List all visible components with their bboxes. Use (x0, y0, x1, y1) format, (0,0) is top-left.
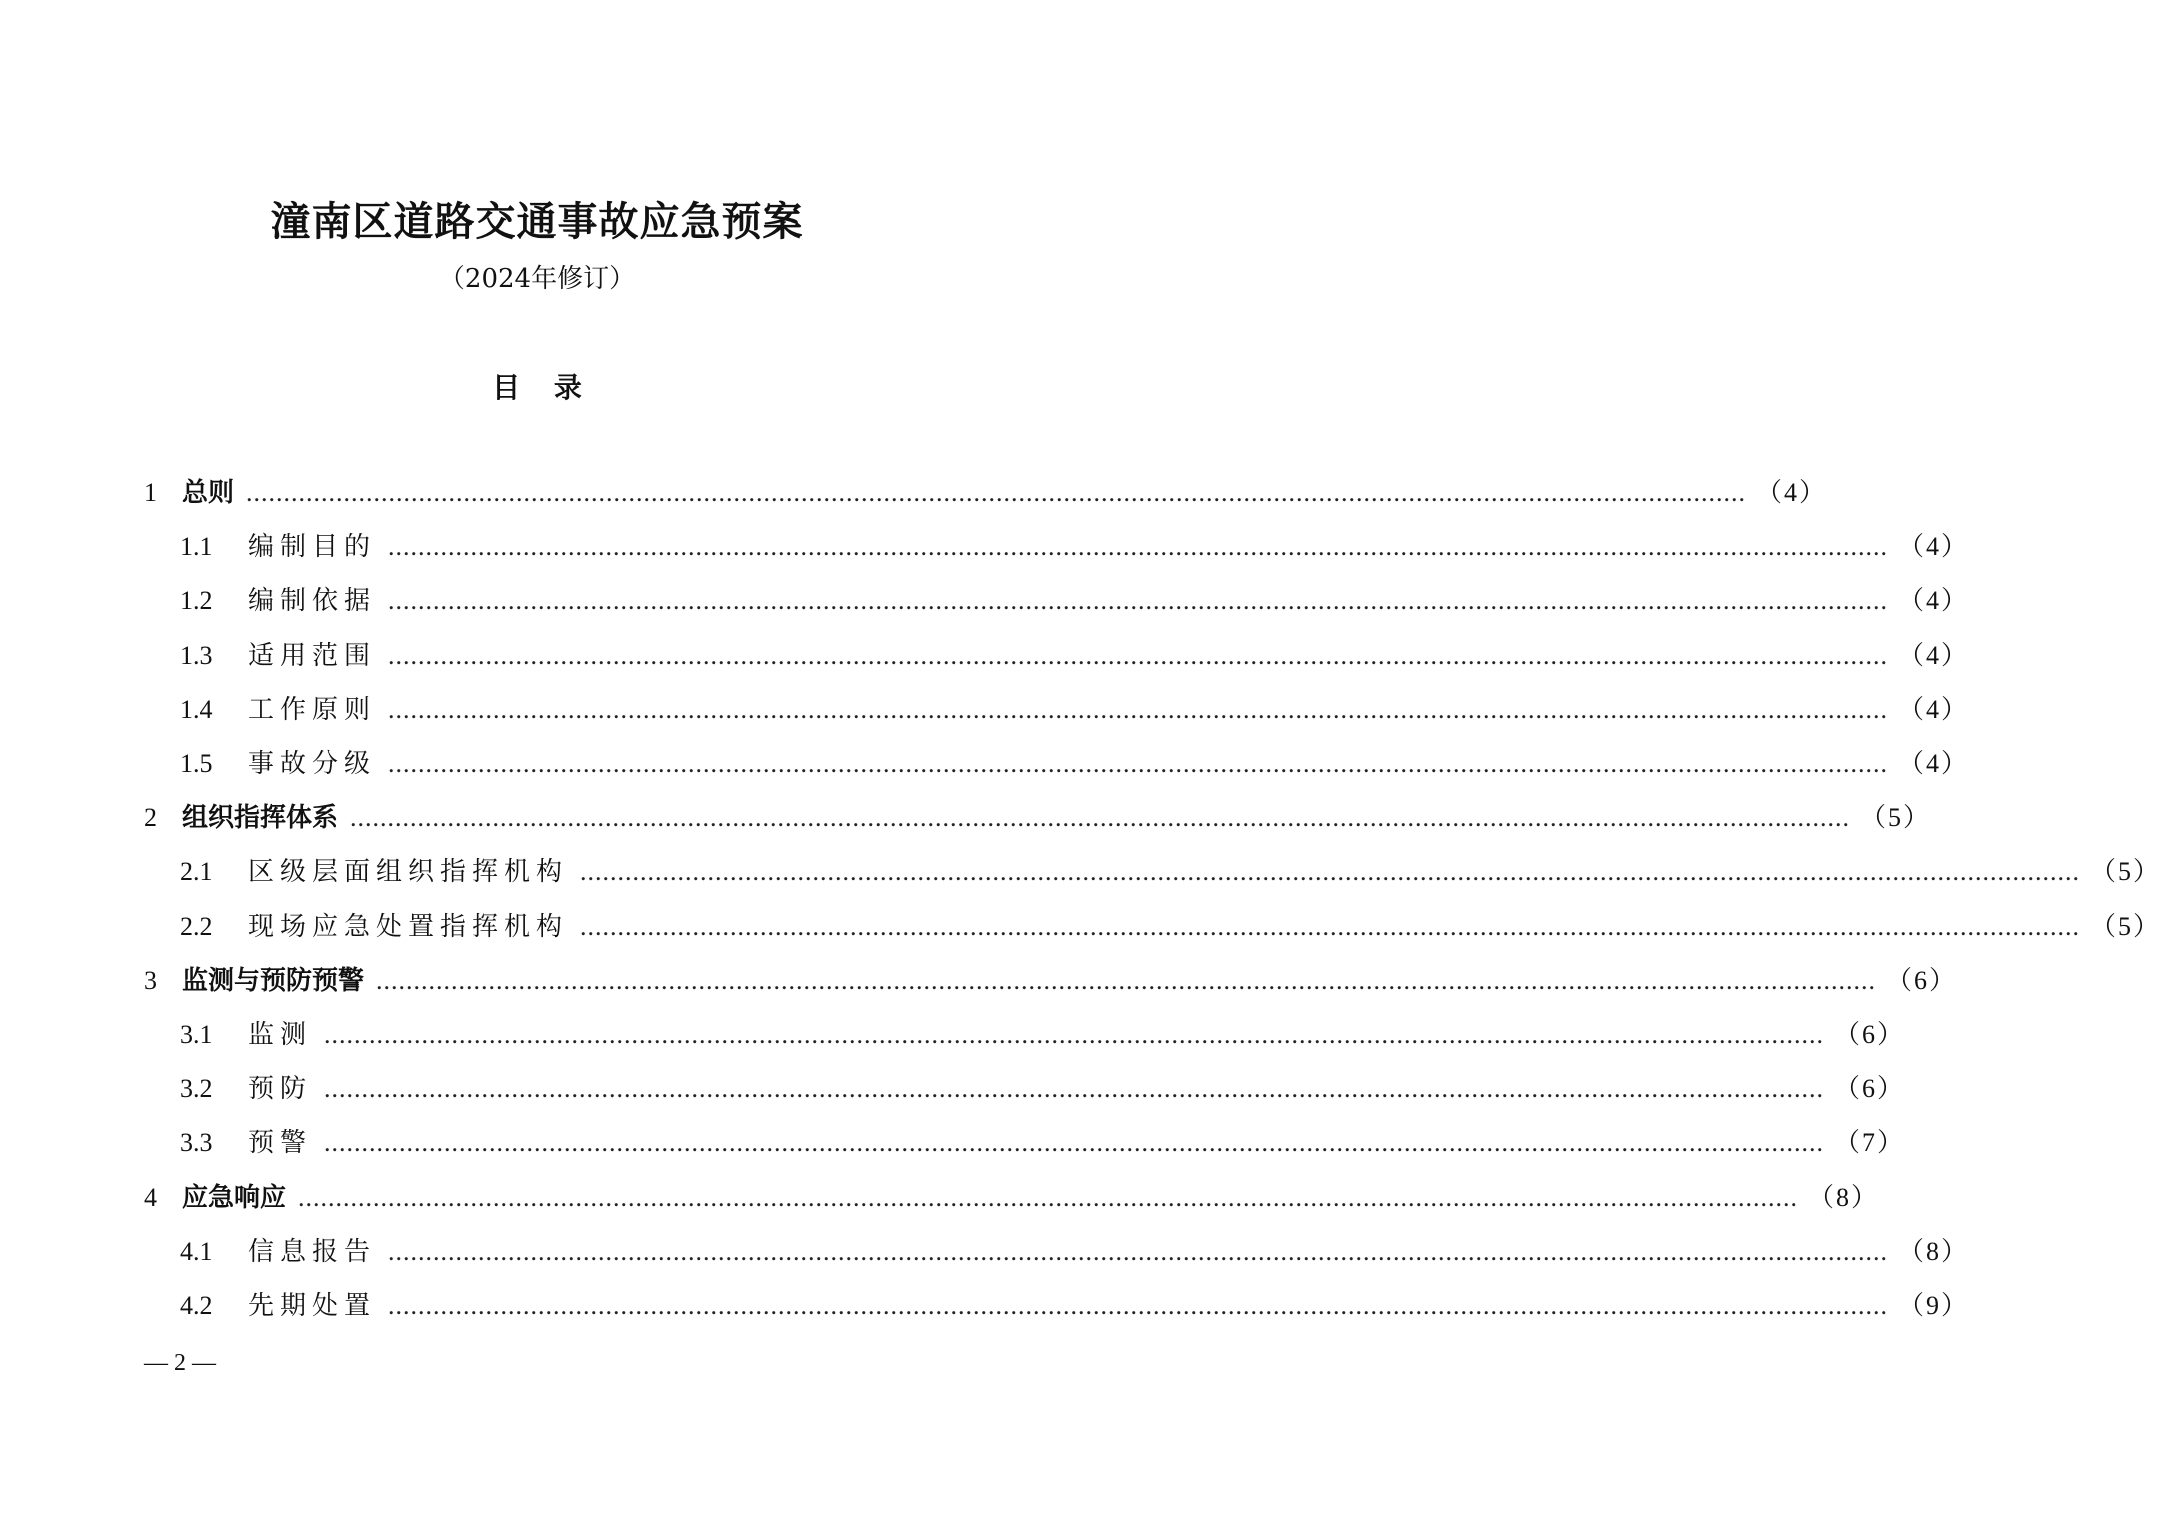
page-number: — 2 — (144, 1350, 216, 1376)
toc-entry-title: 预警 (248, 1128, 313, 1158)
toc-entry-page: （4） (1898, 586, 1970, 615)
toc-entry[interactable] (180, 1225, 1970, 1279)
toc-entry-number: 4.1 (180, 1237, 213, 1266)
toc-entry[interactable] (144, 954, 1958, 1008)
toc-entry-title: 预防 (248, 1074, 313, 1104)
toc-entry-title: 先期处置 (248, 1291, 377, 1321)
toc-entry-page: （7） (1834, 1128, 1906, 1157)
toc-entry-page: （6） (1834, 1020, 1906, 1049)
toc-dot-leader: ........................................................................................................................................................................................................ (388, 641, 1889, 670)
toc-entry-title: 编制依据 (248, 586, 377, 616)
document-title: 潼南区道路交通事故应急预案 (270, 198, 804, 245)
toc-entry-page: （5） (2090, 912, 2161, 941)
toc-entry-title: 监测 (248, 1020, 313, 1050)
toc-entry-page: （4） (1898, 532, 1970, 561)
toc-entry-title: 工作原则 (248, 695, 377, 725)
toc-dot-leader: ........................................................................................................................................................................................................ (376, 966, 1877, 995)
toc-dot-leader: ........................................................................................................................................................................................................ (324, 1128, 1825, 1157)
toc-entry[interactable] (180, 520, 1970, 574)
toc-entry[interactable] (180, 1116, 1906, 1170)
toc-entry[interactable] (180, 574, 1970, 628)
toc-dot-leader: ........................................................................................................................................................................................................ (388, 1291, 1889, 1320)
toc-entry-number: 4 (144, 1183, 157, 1212)
toc-entry-title: 监测与预防预警 (182, 966, 365, 996)
toc-entry[interactable] (180, 900, 2161, 954)
toc-dot-leader: ........................................................................................................................................................................................................ (324, 1020, 1825, 1049)
toc-entry-number: 1.1 (180, 532, 213, 561)
toc-entry-page: （4） (1898, 749, 1970, 778)
toc-entry-number: 2.2 (180, 912, 213, 941)
toc-dot-leader: ........................................................................................................................................................................................................ (388, 532, 1889, 561)
toc-entry-page: （5） (1860, 803, 1932, 832)
toc-entry[interactable] (180, 629, 1970, 683)
toc-entry-number: 1 (144, 478, 157, 507)
toc-entry-number: 3.2 (180, 1074, 213, 1103)
toc-entry[interactable] (144, 466, 1828, 520)
toc-entry-number: 4.2 (180, 1291, 213, 1320)
toc-dot-leader: ........................................................................................................................................................................................................ (350, 803, 1851, 832)
toc-entry-number: 1.5 (180, 749, 213, 778)
toc-entry[interactable] (144, 791, 1932, 845)
document-subtitle: （2024年修订） (438, 264, 636, 294)
toc-entry[interactable] (180, 845, 2161, 899)
toc-dot-leader: ........................................................................................................................................................................................................ (388, 749, 1889, 778)
toc-entry-page: （8） (1898, 1237, 1970, 1266)
toc-dot-leader: ........................................................................................................................................................................................................ (324, 1074, 1825, 1103)
toc-entry[interactable] (180, 737, 1970, 791)
toc-dot-leader: ........................................................................................................................................................................................................ (580, 912, 2081, 941)
toc-entry-number: 1.2 (180, 586, 213, 615)
toc-dot-leader: ........................................................................................................................................................................................................ (580, 857, 2081, 886)
toc-entry-number: 1.3 (180, 641, 213, 670)
toc-entry-page: （4） (1756, 478, 1828, 507)
toc-entry-title: 编制目的 (248, 532, 377, 562)
toc-entry-title: 信息报告 (248, 1237, 377, 1267)
toc-entry-title: 应急响应 (182, 1183, 287, 1213)
toc-entry-page: （6） (1834, 1074, 1906, 1103)
toc-entry-number: 2.1 (180, 857, 213, 886)
toc-entry-page: （4） (1898, 641, 1970, 670)
toc-entry-page: （9） (1898, 1291, 1970, 1320)
toc-entry-number: 3.1 (180, 1020, 213, 1049)
toc-entry[interactable] (180, 1062, 1906, 1116)
toc-entry-page: （6） (1886, 966, 1958, 995)
toc-dot-leader: ........................................................................................................................................................................................................ (246, 478, 1747, 507)
toc-entry-title: 适用范围 (248, 641, 377, 671)
toc-entry-number: 3 (144, 966, 157, 995)
toc-entry[interactable] (180, 1279, 1970, 1333)
toc-entry-page: （5） (2090, 857, 2161, 886)
toc-entry[interactable] (144, 1171, 1880, 1225)
toc-entry[interactable] (180, 1008, 1906, 1062)
toc-dot-leader: ........................................................................................................................................................................................................ (388, 695, 1889, 724)
toc-entry-title: 现场应急处置指挥机构 (248, 912, 569, 942)
toc-dot-leader: ........................................................................................................................................................................................................ (388, 586, 1889, 615)
toc-entry-number: 3.3 (180, 1128, 213, 1157)
toc-heading: 目 录 (492, 371, 582, 404)
toc-entry[interactable] (180, 683, 1970, 737)
toc-entry-number: 1.4 (180, 695, 213, 724)
toc-entry-number: 2 (144, 803, 157, 832)
toc-entry-title: 总则 (182, 478, 235, 508)
toc-dot-leader: ........................................................................................................................................................................................................ (298, 1183, 1799, 1212)
toc-entry-page: （4） (1898, 695, 1970, 724)
toc-dot-leader: ........................................................................................................................................................................................................ (388, 1237, 1889, 1266)
toc-entry-title: 组织指挥体系 (182, 803, 339, 833)
toc-entry-title: 区级层面组织指挥机构 (248, 857, 569, 887)
toc-entry-title: 事故分级 (248, 749, 377, 779)
toc-entry-page: （8） (1808, 1183, 1880, 1212)
